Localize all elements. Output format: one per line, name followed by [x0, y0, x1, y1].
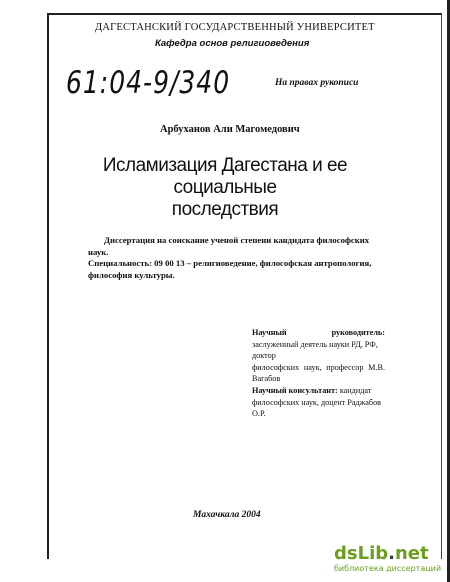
supervisor-line-2-a: философских	[252, 362, 300, 372]
dissertation-title	[75, 155, 375, 221]
supervisor-line-2-b: наук,	[303, 362, 322, 372]
consultant-line-1-rest: кандидат	[339, 386, 372, 395]
supervisor-label-word-2: руководитель:	[331, 328, 385, 337]
dslib-logo-part-a: dsLib	[334, 543, 389, 564]
consultant-line-2: философских наук, доцент Раджабов О.Р.	[252, 397, 382, 418]
dslib-watermark[interactable]	[334, 545, 441, 573]
supervisor-label-word-1: Научный	[252, 328, 287, 337]
rights-note: На правах рукописи	[275, 78, 359, 88]
supervisor-line-3: Вагабов	[252, 374, 281, 383]
dslib-logo-dot: .	[388, 543, 395, 564]
department-name: Кафедра основ религиоведения	[155, 38, 310, 49]
supervisor-line-2	[252, 362, 385, 374]
title-line-2: последствия	[171, 199, 279, 220]
dslib-logo	[334, 545, 441, 563]
author-name: Арбуханов Али Магомедович	[160, 124, 300, 135]
supervisor-block	[252, 327, 385, 385]
description-line-1: Диссертация на соискание ученой степени кандидата философских наук.	[88, 235, 370, 257]
handwritten-archive-code: 61:04-9/340	[66, 64, 231, 101]
supervisor-line-2-d: М.В.	[368, 362, 385, 372]
title-line-1: Исламизация Дагестана и ее социальные	[102, 155, 348, 198]
city-year: Махачкала 2004	[193, 510, 261, 520]
consultant-block	[252, 385, 392, 420]
dissertation-description	[88, 235, 388, 281]
description-line-2: Специальность: 09 00 13 – религиоведение, философская антропология,	[88, 258, 372, 268]
consultant-label: Научный консультант:	[252, 386, 338, 395]
supervisor-line-1: заслуженный деятель науки РД, РФ, доктор	[252, 339, 378, 360]
university-name: ДАГЕСТАНСКИЙ ГОСУДАРСТВЕННЫЙ УНИВЕРСИТЕТ	[95, 22, 375, 33]
supervisor-label	[252, 327, 385, 339]
dslib-logo-part-b: net	[394, 543, 429, 564]
supervisor-line-2-c: профессор	[326, 362, 364, 372]
description-line-3: философия культуры.	[88, 269, 175, 280]
dslib-subtitle: библиотека диссертаций	[334, 564, 442, 573]
